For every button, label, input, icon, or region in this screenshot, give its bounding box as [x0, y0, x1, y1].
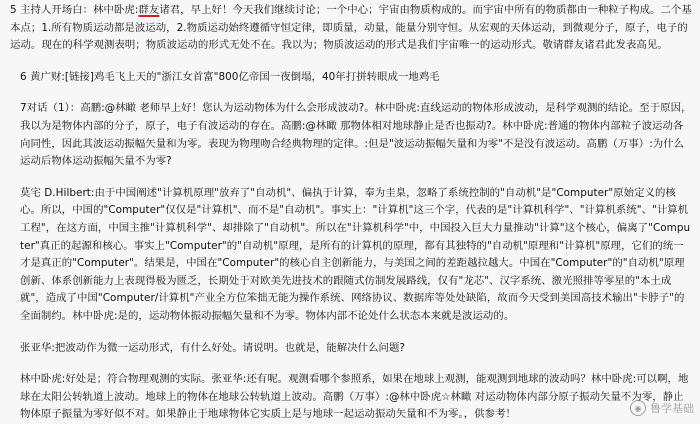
zhang-text: 张亚华:把波动作为微一运动形式，有什么好处。请说明。也就是，能解决什么问题? — [20, 341, 405, 354]
paragraph-7-dialogue — [10, 100, 692, 170]
spacer — [10, 328, 692, 340]
paragraph-5-prefix: 5 主持人开场白：林中卧虎: — [10, 4, 139, 16]
wechat-icon: ◉ — [630, 400, 646, 416]
paragraph-zhang — [10, 340, 692, 358]
watermark-text: 鲁学基础 — [650, 402, 694, 415]
lin-text: 林中卧虎:好处是；符合物理观测的实际。张亚华:还有呢。观测看哪个参照系，如果在地球上观测，能观测到地球的波动吗？林中卧虎:可以啊，地球在太阳公转轨道上波动。地球上的物体在地球公转轨道上波动。高鹏（万事）:@林中卧虎☆林瞰 对运动物体内部分原子振动矢量不为零，静止物体原子振量为零好似不对。如果静止于地球物体它实质上是与地球一起运动振动矢量和不为零。，供参考！ — [20, 373, 689, 421]
watermark — [630, 400, 694, 416]
paragraph-6-link[interactable] — [10, 69, 692, 87]
spacer — [10, 359, 692, 371]
paragraph-lin — [10, 371, 692, 424]
dialogue-text: 7对话（1）：高鹏:@林瞰 老师早上好！您认为运动物体为什么会形成波动?。林中卧虎:直线运动的物体形成波动，是科学观测的结论。至于原因，我以为是物体内部的分子，原子，电子有波运动的存在。高鹏:@林瞰 那物体相对地球静止是否也振动?。林中卧虎:普通的物体内部粒子波运动各向同性，因此其波运动振幅矢量和为零。表现为物理吻合经典物理的定律。:但是"波运动振幅矢量和为零"不是没有波运动。高鹏（万事）:为什么运动后物体运动振幅矢量不为零? — [20, 102, 692, 168]
link-text[interactable]: 6 黄广财:[链接]鸡毛飞上天的"浙江女首富"800亿帝国一夜倒塌，40年打拼转眼成一地鸡毛 — [20, 70, 440, 83]
highlighted-word: 群友 — [138, 4, 160, 16]
spacer — [10, 88, 692, 100]
hilbert-text: 莫宅 D.Hilbert:由于中国阐述"计算机原理"放弃了"自动机"、偏执于计算，奉为圭臬，忽略了系统控制的"自动机"是"Computer"原始定义的核心。所以，中国的"Computer"仅仅是"计算机"、而不是"自动机"。事实上："计算机"这三个字，代表的是"计算机科学"、"计算机系统"、"计算机工程"，在这方面，中国主推"计算机科学"、却排除了"自动机"。所以在"计算机科学"中，中国投入巨大力量推动"计算"这个核心，偏离了"Computer"真正的起源和核心。事实上"Computer"的"自动机"原理，是所有的计算机的原理，都有其独特的"自动机"原理和"计算机"原理，它们的统一才是真正的"Computer"。结果是，中国在"Computer"的核心自主创新能力，与美国之间的差距越拉越大。中国在"Computer"的"自动机"原理创新、体系创新能力上表现得极为匮乏，长期处于对欧美先进技术的跟随式仿制发展路线，仅有"龙芯"、汉字系统、激光照排等零星的"本土成就"，造成了中国"Computer/计算机"产业全方位笨拙无能为操作系统、网络协议、数据库等处处缺陷，故而今天受到美国高技术输出"卡脖子"的全面制约。林中卧虎:是的，运动物体振动振幅矢量和不为零。物体内部不论处什么状态本来就是波运动的。 — [20, 186, 691, 322]
paragraph-hilbert — [10, 185, 692, 326]
spacer — [10, 173, 692, 185]
paragraph-5-rest: 诸君，早上好！今天我们继续讨论；一个中心；宇宙由物质构成的。而宇宙中所有的物质都由一种粒子构成。二个基本点；1.所有物质运动都是波运动，2.物质运动始终遵循守恒定律，即质量，动量，能量分别守恒。从宏观的天体运动，到微观分子，原子，电子的运动。现在的科学观测表明；物质波运动的形式无处不在。我以为；物质波运动的形式是我们宇宙唯一的运动形式。敬请群友诸君此发表高见。 — [10, 4, 692, 52]
spacer — [10, 57, 692, 69]
paragraph-5 — [10, 2, 692, 55]
